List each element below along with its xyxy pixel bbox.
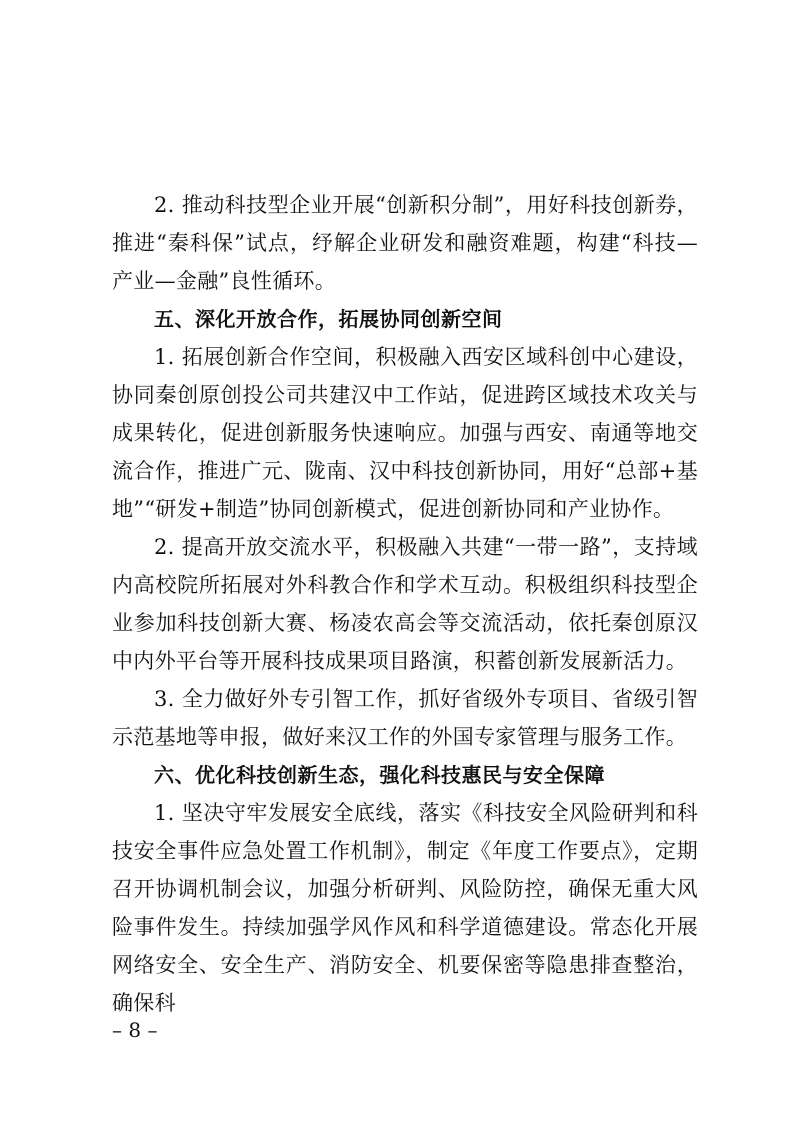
document-body — [112, 186, 698, 1022]
section-heading: 六、优化科技创新生态，强化科技惠民与安全保障 — [154, 763, 605, 787]
page-number: – 8 – — [112, 1018, 158, 1042]
paragraph: 2. 提高开放交流水平，积极融入共建“一带一路”，支持域内高校院所拓展对外科教合作和学术互动。积极组织科技型企业参加科技创新大赛、杨凌农高会等交流活动，依托秦创原汉中内外平台等开展科技成果项目路演，积蓄创新发展新活力。 — [112, 535, 698, 673]
paragraph: 3. 全力做好外专引智工作，抓好省级外专项目、省级引智示范基地等申报，做好来汉工作的外国专家管理与服务工作。 — [112, 687, 698, 749]
paragraph: 2. 推动科技型企业开展“创新积分制”，用好科技创新券，推进“秦科保”试点，纾解企业研发和融资难题，构建“科技—产业—金融”良性循环。 — [112, 193, 698, 293]
paragraph: 1. 坚决守牢发展安全底线，落实《科技安全风险研判和科技安全事件应急处置工作机制》，制定《年度工作要点》，定期召开协调机制会议，加强分析研判、风险防控，确保无重大风险事件发生。持续加强学风作风和科学道德建设。常态化开展网络安全、安全生产、消防安全、机要保密等隐患排查整治，确保科 — [112, 801, 698, 1015]
section-heading: 五、深化开放合作，拓展协同创新空间 — [154, 307, 503, 331]
paragraph: 1. 拓展创新合作空间，积极融入西安区域科创中心建设，协同秦创原创投公司共建汉中工作站，促进跨区域技术攻关与成果转化，促进创新服务快速响应。加强与西安、南通等地交流合作，推进广元、陇南、汉中科技创新协同，用好“总部+基地”“研发+制造”协同创新模式，促进创新协同和产业协作。 — [112, 345, 698, 521]
